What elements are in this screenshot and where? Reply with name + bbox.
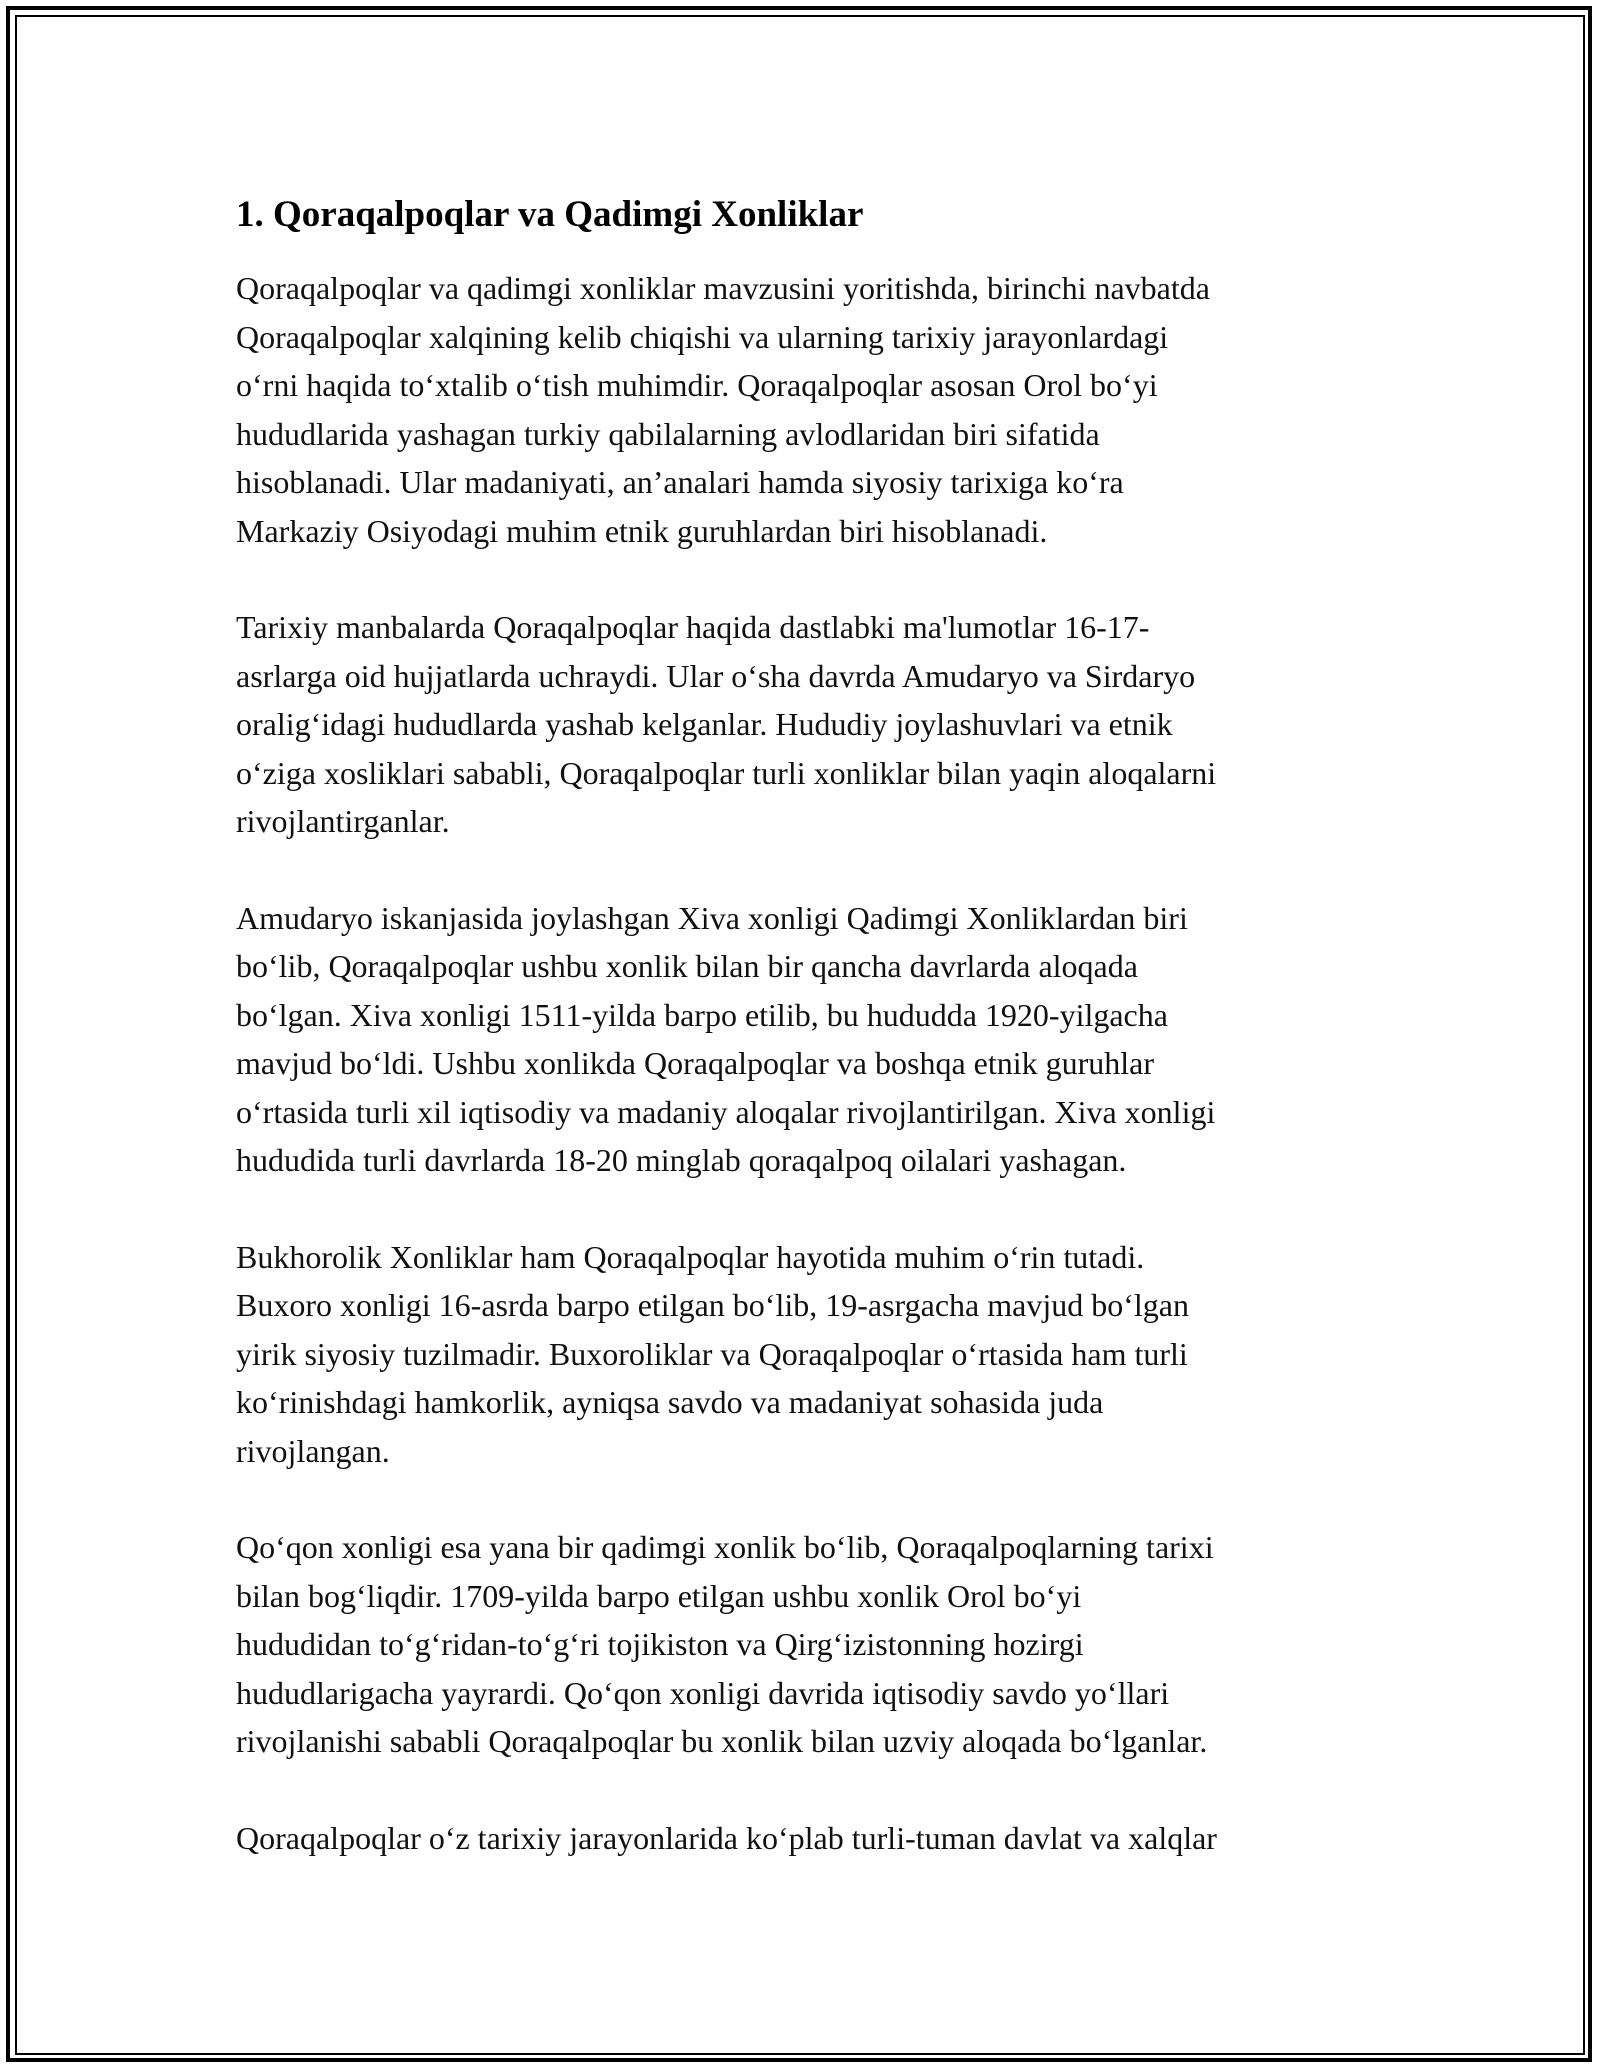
paragraph-6 xyxy=(236,1814,1356,1863)
text-line: bo‘lgan. Xiva xonligi 1511-yilda barpo etilib, bu hududda 1920-yilgacha xyxy=(236,996,1168,1033)
text-line: bo‘lib, Qoraqalpoqlar ushbu xonlik bilan bir qancha davrlarda aloqada xyxy=(236,948,1138,984)
text-line: Tarixiy manbalarda Qoraqalpoqlar haqida dastlabki ma'lumotlar 16-17- xyxy=(236,609,1150,645)
text-line: hududidan to‘g‘ridan-to‘g‘ri tojikiston va Qirg‘izistonning hozirgi xyxy=(236,1626,1084,1662)
paragraph-2 xyxy=(236,603,1356,846)
paragraph-5 xyxy=(236,1523,1356,1766)
text-line: bilan bog‘liqdir. 1709-yilda barpo etilgan ushbu xonlik Orol bo‘yi xyxy=(236,1577,1082,1614)
text-line: rivojlangan. xyxy=(236,1432,390,1469)
text-line: Qoraqalpoqlar xalqining kelib chiqishi va ularning tarixiy jarayonlardagi xyxy=(236,318,1169,355)
text-line: Buxoro xonligi 16-asrda barpo etilgan bo‘lib, 19-asrgacha mavjud bo‘lgan xyxy=(236,1287,1189,1323)
paragraph-4 xyxy=(236,1233,1356,1476)
text-line: rivojlanishi sababli Qoraqalpoqlar bu xonlik bilan uzviy aloqada bo‘lganlar. xyxy=(236,1723,1208,1759)
text-line: asrlarga oid hujjatlarda uchraydi. Ular o‘sha davrda Amudaryo va Sirdaryo xyxy=(236,657,1196,694)
text-line: o‘rtasida turli xil iqtisodiy va madaniy aloqalar rivojlantirilgan. Xiva xonligi xyxy=(236,1093,1216,1130)
text-line: hududlarigacha yayrardi. Qo‘qon xonligi davrida iqtisodiy savdo yo‘llari xyxy=(236,1674,1170,1711)
text-line: Qoraqalpoqlar va qadimgi xonliklar mavzusini yoritishda, birinchi navbatda xyxy=(236,270,1210,306)
text-line: Amudaryo iskanjasida joylashgan Xiva xonligi Qadimgi Xonliklardan biri xyxy=(236,899,1188,936)
text-line: hududlarida yashagan turkiy qabilalarning avlodlaridan biri sifatida xyxy=(236,415,1100,452)
text-line: rivojlantirganlar. xyxy=(236,803,450,839)
text-line: Qo‘qon xonligi esa yana bir qadimgi xonlik bo‘lib, Qoraqalpoqlarning tarixi xyxy=(236,1529,1214,1565)
text-line: o‘ziga xosliklari sababli, Qoraqalpoqlar turli xonliklar bilan yaqin aloqalarni xyxy=(236,754,1217,791)
text-line: hududida turli davrlarda 18-20 minglab qoraqalpoq oilalari yashagan. xyxy=(236,1142,1127,1178)
text-line: hisoblanadi. Ular madaniyati, an’analari hamda siyosiy tarixiga ko‘ra xyxy=(236,464,1124,500)
text-line: mavjud bo‘ldi. Ushbu xonlikda Qoraqalpoqlar va boshqa etnik guruhlar xyxy=(236,1045,1155,1081)
text-line: Markaziy Osiyodagi muhim etnik guruhlardan biri hisoblanadi. xyxy=(236,512,1048,549)
paragraph-1 xyxy=(236,264,1356,555)
text-line: oralig‘idagi hududlarda yashab kelganlar. Hududiy joylashuvlari va etnik xyxy=(236,706,1173,742)
section-heading: 1. Qoraqalpoqlar va Qadimgi Xonliklar xyxy=(236,194,864,235)
document-body xyxy=(236,190,1356,1910)
text-line: Qoraqalpoqlar o‘z tarixiy jarayonlarida ko‘plab turli-tuman davlat va xalqlar xyxy=(236,1819,1217,1856)
paragraph-3 xyxy=(236,894,1356,1185)
text-line: yirik siyosiy tuzilmadir. Buxoroliklar va Qoraqalpoqlar o‘rtasida ham turli xyxy=(236,1335,1188,1372)
text-line: o‘rni haqida to‘xtalib o‘tish muhimdir. Qoraqalpoqlar asosan Orol bo‘yi xyxy=(236,367,1158,403)
text-line: Bukhorolik Xonliklar ham Qoraqalpoqlar hayotida muhim o‘rin tutadi. xyxy=(236,1238,1145,1275)
text-line: ko‘rinishdagi hamkorlik, ayniqsa savdo va madaniyat sohasida juda xyxy=(236,1384,1104,1420)
